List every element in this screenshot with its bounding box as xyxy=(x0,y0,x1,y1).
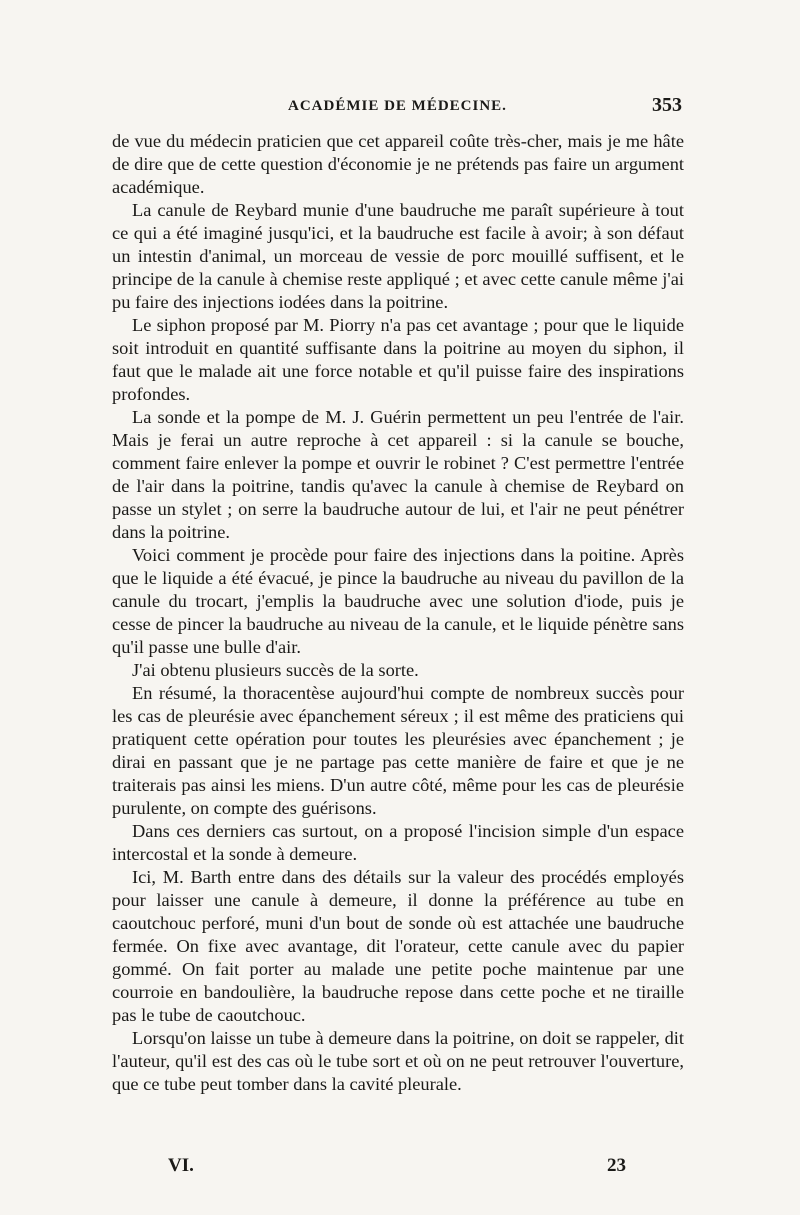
paragraph: Lorsqu'on laisse un tube à demeure dans la poitrine, on doit se rappeler, dit l'auteur, qu'il est des cas où le tube sort et où on ne peut retrouver l'ouverture, que ce tube peut tomber dans la cavité pleurale. xyxy=(112,1028,684,1094)
paragraph: Le siphon proposé par M. Piorry n'a pas cet avantage ; pour que le liquide soit introduit en quantité suffisante dans la poitrine au moyen du siphon, il faut que le malade ait une force notable et qu'il puisse faire des inspirations profondes. xyxy=(112,315,684,404)
body-text xyxy=(112,130,684,1096)
paragraph: Ici, M. Barth entre dans des détails sur la valeur des procédés employés pour laisser une canule à demeure, il donne la préférence au tube en caoutchouc perforé, muni d'un bout de sonde où est attachée une baudruche fermée. On fixe avec avantage, dit l'orateur, cette canule avec du papier gommé. On fait porter au malade une petite poche maintenue par une courroie en bandoulière, la baudruche repose dans cette poche et ne tiraille pas le tube de caoutchouc. xyxy=(112,867,684,1025)
paragraph: Dans ces derniers cas surtout, on a proposé l'incision simple d'un espace intercostal et la sonde à demeure. xyxy=(112,821,684,864)
page-number: 353 xyxy=(652,94,682,116)
paragraph: En résumé, la thoracentèse aujourd'hui compte de nombreux succès pour les cas de pleurésie avec épanchement séreux ; il est même des praticiens qui pratiquent cette opération pour toutes les pleurésies avec épanchement ; je dirai en passant que je ne partage pas cette manière de faire et que je ne traiterais pas ainsi les miens. D'un autre côté, même pour les cas de pleurésie purulente, on compte des guérisons. xyxy=(112,683,684,818)
paragraph: La sonde et la pompe de M. J. Guérin permettent un peu l'entrée de l'air. Mais je ferai un autre reproche à cet appareil : si la canule se bouche, comment faire enlever la pompe et ouvrir le robinet ? C'est permettre l'entrée de l'air dans la poitrine, tandis qu'avec la canule à chemise de Reybard on passe un stylet ; on serre la baudruche autour de lui, et l'air ne peut pénétrer dans la poitrine. xyxy=(112,407,684,542)
paragraph: La canule de Reybard munie d'une baudruche me paraît supérieure à tout ce qui a été imaginé jusqu'ici, et la baudruche est facile à avoir; à son défaut un intestin d'animal, un morceau de vessie de porc mouillé suffisent, et le principe de la canule à chemise reste appliqué ; et avec cette canule même j'ai pu faire des injections iodées dans la poitrine. xyxy=(112,200,684,312)
paragraph: J'ai obtenu plusieurs succès de la sorte. xyxy=(132,660,419,680)
running-title: ACADÉMIE DE MÉDECINE. xyxy=(288,98,507,114)
page-header xyxy=(112,94,682,124)
sheet-number: 23 xyxy=(607,1155,626,1176)
paragraph: Voici comment je procède pour faire des injections dans la poitine. Après que le liquide a été évacué, je pince la baudruche au niveau du pavillon de la canule du trocart, j'emplis la baudruche avec une solution d'iode, puis je cesse de pincer la baudruche au niveau de la canule, et le liquide pénètre sans qu'il passe une bulle d'air. xyxy=(112,545,684,657)
signature-mark: VI. xyxy=(168,1155,194,1176)
page-footer xyxy=(130,1155,626,1185)
paragraph: de vue du médecin praticien que cet appareil coûte très-cher, mais je me hâte de dire que de cette question d'économie je ne prétends pas faire un argument académique. xyxy=(112,131,684,197)
